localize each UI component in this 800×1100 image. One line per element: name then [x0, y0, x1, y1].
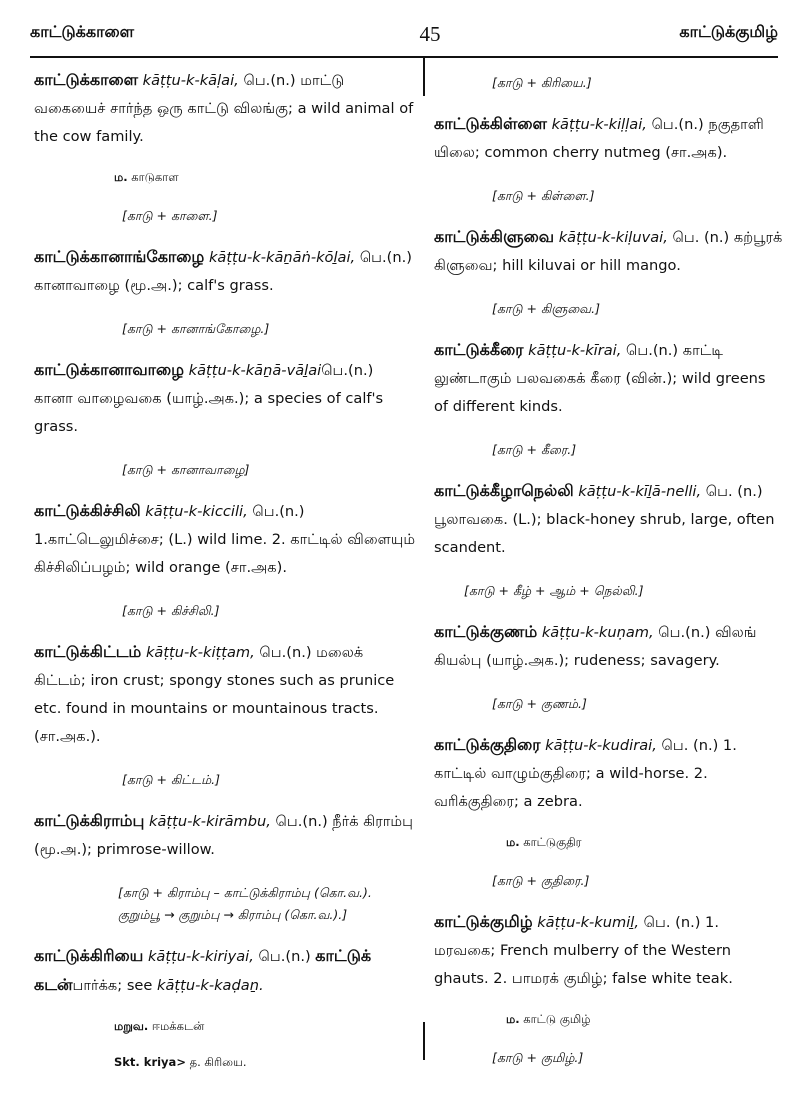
- etymology: [காடு + கானாங்கோழை.]: [122, 321, 270, 336]
- etymology: [காடு + கிராம்பு – காட்டுக்கிராம்பு (கொ.வ.). குறும்பூ → குறும்பு → கிராம்பு (கொ.வ.).]: [118, 885, 372, 922]
- definition: பெ. (n.) பூலாவகை. (L.); black-honey shrub, large, often scandent.: [434, 483, 775, 556]
- definition: பெ. (n.) 1. காட்டில் வாழும்குதிரை; a wild-horse. 2. வரிக்குதிரை; a zebra.: [434, 737, 737, 810]
- dictionary-entry: [34, 497, 416, 622]
- etymology: [காடு + கீரை.]: [492, 442, 577, 457]
- etymology: [காடு + கிச்சிலி.]: [122, 603, 220, 618]
- cognate: மறுவ. ஈமக்கடன்: [114, 1019, 205, 1033]
- dictionary-entry: [434, 908, 784, 1069]
- etymology: [காடு + கிட்டம்.]: [122, 772, 221, 787]
- headword: காட்டுக்குணம்: [434, 622, 538, 641]
- column-divider-bottom: [423, 1022, 425, 1060]
- etymology: [காடு + காளை.]: [122, 208, 218, 223]
- entry-text: [34, 66, 416, 151]
- headword: காட்டுக்கானாவாழை: [34, 360, 184, 379]
- entry-text: [434, 618, 784, 675]
- cross-reference: காட்டுக் கடன்: [34, 946, 372, 994]
- right-column: [434, 66, 784, 1085]
- entry-text: [434, 731, 784, 816]
- transliteration: kāṭṭu-k-kiḷuvai,: [558, 229, 668, 246]
- definition: பெ.(n.) காட்டி லுண்டாகும் பலவகைக் கீரை (வின்.); wild greens of different kinds.: [434, 342, 766, 415]
- entry-text: [434, 336, 784, 421]
- left-column: [34, 66, 416, 1086]
- etymology: [காடு + குமிழ்.]: [492, 1050, 584, 1065]
- etymology: [காடு + குதிரை.]: [492, 873, 590, 888]
- dictionary-entry: [34, 638, 416, 791]
- entry-text: [434, 223, 784, 280]
- dictionary-entry: [434, 731, 784, 892]
- definition: பெ.(n.) நகுதாளி யிலை; common cherry nutmeg (சா.அக).: [434, 116, 764, 161]
- dictionary-entry: [434, 223, 784, 320]
- etymology: [காடு + குணம்.]: [492, 696, 587, 711]
- definition: பெ.(n.) விலங் கியல்பு (யாழ்.அக.); rudeness; savagery.: [434, 624, 757, 669]
- definition: பெ.(n.) மாட்டு வகையைச் சார்ந்த ஒரு காட்டு விலங்கு; a wild animal of the cow family.: [34, 72, 414, 145]
- dictionary-entry: [434, 618, 784, 715]
- transliteration: kāṭṭu-k-kāḷai,: [142, 72, 239, 89]
- entry-text: [34, 243, 416, 300]
- dictionary-entry: [434, 336, 784, 461]
- left-guide-word: காட்டுக்காளை: [30, 22, 135, 41]
- transliteration: kāṭṭu-k-kīḻā-nelli,: [578, 483, 702, 500]
- headword: காட்டுக்கானாங்கோழை: [34, 247, 205, 266]
- dictionary-entry: [434, 110, 784, 207]
- column-divider-top: [423, 58, 425, 96]
- dictionary-entry: [34, 942, 416, 1072]
- entry-text: [34, 497, 416, 582]
- headword: காட்டுக்கிளுவை: [434, 227, 555, 246]
- headword: காட்டுக்குதிரை: [434, 735, 541, 754]
- etymology: [காடு + கிளுவை.]: [492, 301, 600, 316]
- transliteration: kāṭṭu-k-kiḷḷai,: [551, 116, 647, 133]
- definition: பெ.(n.) 1.காட்டெலுமிச்சை; (L.) wild lime. 2. காட்டில் விளையும் கிச்சிலிப்பழம்; wild orange (சா.அக).: [34, 503, 416, 576]
- right-guide-word: காட்டுக்குமிழ்: [679, 22, 778, 41]
- dictionary-entry: [434, 477, 784, 602]
- definition: பெ. (n.) 1. மரவகை; French mulberry of the Western ghauts. 2. பாமரக் குமிழ்; false white teak.: [434, 914, 733, 987]
- entry-text: [434, 908, 784, 993]
- cognate: ம. காட்டு குமிழ்: [506, 1012, 591, 1026]
- header-rule: [30, 56, 778, 58]
- dictionary-entry: [34, 66, 416, 227]
- cognate: ம. காட்டுகுதிர: [506, 835, 582, 849]
- transliteration: kāṭṭu-k-kudirai,: [545, 737, 657, 754]
- headword: காட்டுக்கிச்சிலி: [34, 501, 141, 520]
- headword: காட்டுக்காளை: [34, 70, 139, 89]
- transliteration: kāṭṭu-k-kiriyai,: [147, 948, 254, 965]
- transliteration: kāṭṭu-k-kumiḻ,: [537, 914, 639, 931]
- etymology: [காடு + கிள்ளை.]: [492, 188, 595, 203]
- definition: பெ.(n.) கானாவாழை (மூ.அ.); calf's grass.: [34, 249, 412, 294]
- cross-reference-transliteration: kāṭṭu-k-kaḍaṉ.: [157, 977, 264, 994]
- etymology: [காடு + கீழ் + ஆம் + நெல்லி.]: [464, 583, 644, 598]
- entry-text: [434, 110, 784, 167]
- transliteration: kāṭṭu-k-kiccili,: [145, 503, 248, 520]
- definition: பெ.(n.) கானா வாழைவகை (யாழ்.அக.); a species of calf's grass.: [34, 362, 384, 435]
- entry-text: [34, 638, 416, 751]
- transliteration: kāṭṭu-k-kirāmbu,: [149, 813, 271, 830]
- headword: காட்டுக்குமிழ்: [434, 912, 533, 931]
- headword: காட்டுக்கிராம்பு: [34, 811, 145, 830]
- headword: காட்டுக்கீரை: [434, 340, 524, 359]
- entry-text: [34, 356, 416, 441]
- transliteration: kāṭṭu-k-kiṭṭam,: [145, 644, 255, 661]
- transliteration: kāṭṭu-k-kīrai,: [528, 342, 622, 359]
- page-number: 45: [419, 22, 441, 46]
- transliteration: kāṭṭu-k-kuṇam,: [541, 624, 654, 641]
- definition: பெ.(n.) மலைக் கிட்டம்; iron crust; spongy stones such as prunice etc. found in mountains or mountainous tracts. (சா.அக.).: [34, 644, 395, 745]
- headword: காட்டுக்கிட்டம்: [34, 642, 142, 661]
- headword: காட்டுக்கிரியை: [34, 946, 144, 965]
- dictionary-entry: [34, 356, 416, 481]
- headword: காட்டுக்கீழாநெல்லி: [434, 481, 574, 500]
- entry-text: [34, 807, 416, 864]
- etymology: [காடு + கிரியை.]: [492, 75, 592, 90]
- transliteration: kāṭṭu-k-kāṉā-vāḻai: [188, 362, 322, 379]
- sanskrit-origin: Skt. kriya> த. கிரியை.: [114, 1055, 247, 1069]
- etymology: [காடு + கானாவாழை]: [122, 462, 250, 477]
- dictionary-entry: [34, 807, 416, 926]
- definition: பெ. (n.) கற்பூரக் கிளுவை; hill kiluvai or hill mango.: [434, 229, 783, 274]
- page-header: [30, 18, 778, 54]
- definition: பெ.(n.) நீர்க் கிராம்பு (மூ.அ.); primrose-willow.: [34, 813, 413, 858]
- dictionary-entry: [34, 243, 416, 340]
- cognate: ம. காடுகாள: [114, 170, 179, 184]
- transliteration: kāṭṭu-k-kāṉāṅ-kōḻai,: [208, 249, 356, 266]
- entry-text: [434, 477, 784, 562]
- entry-text: காட்டுக்கிரியை kāṭṭu-k-kiriyai, பெ.(n.) காட்டுக் கடன்பார்க்க; see kāṭṭu-k-kaḍaṉ.: [34, 946, 372, 994]
- headword: காட்டுக்கிள்ளை: [434, 114, 547, 133]
